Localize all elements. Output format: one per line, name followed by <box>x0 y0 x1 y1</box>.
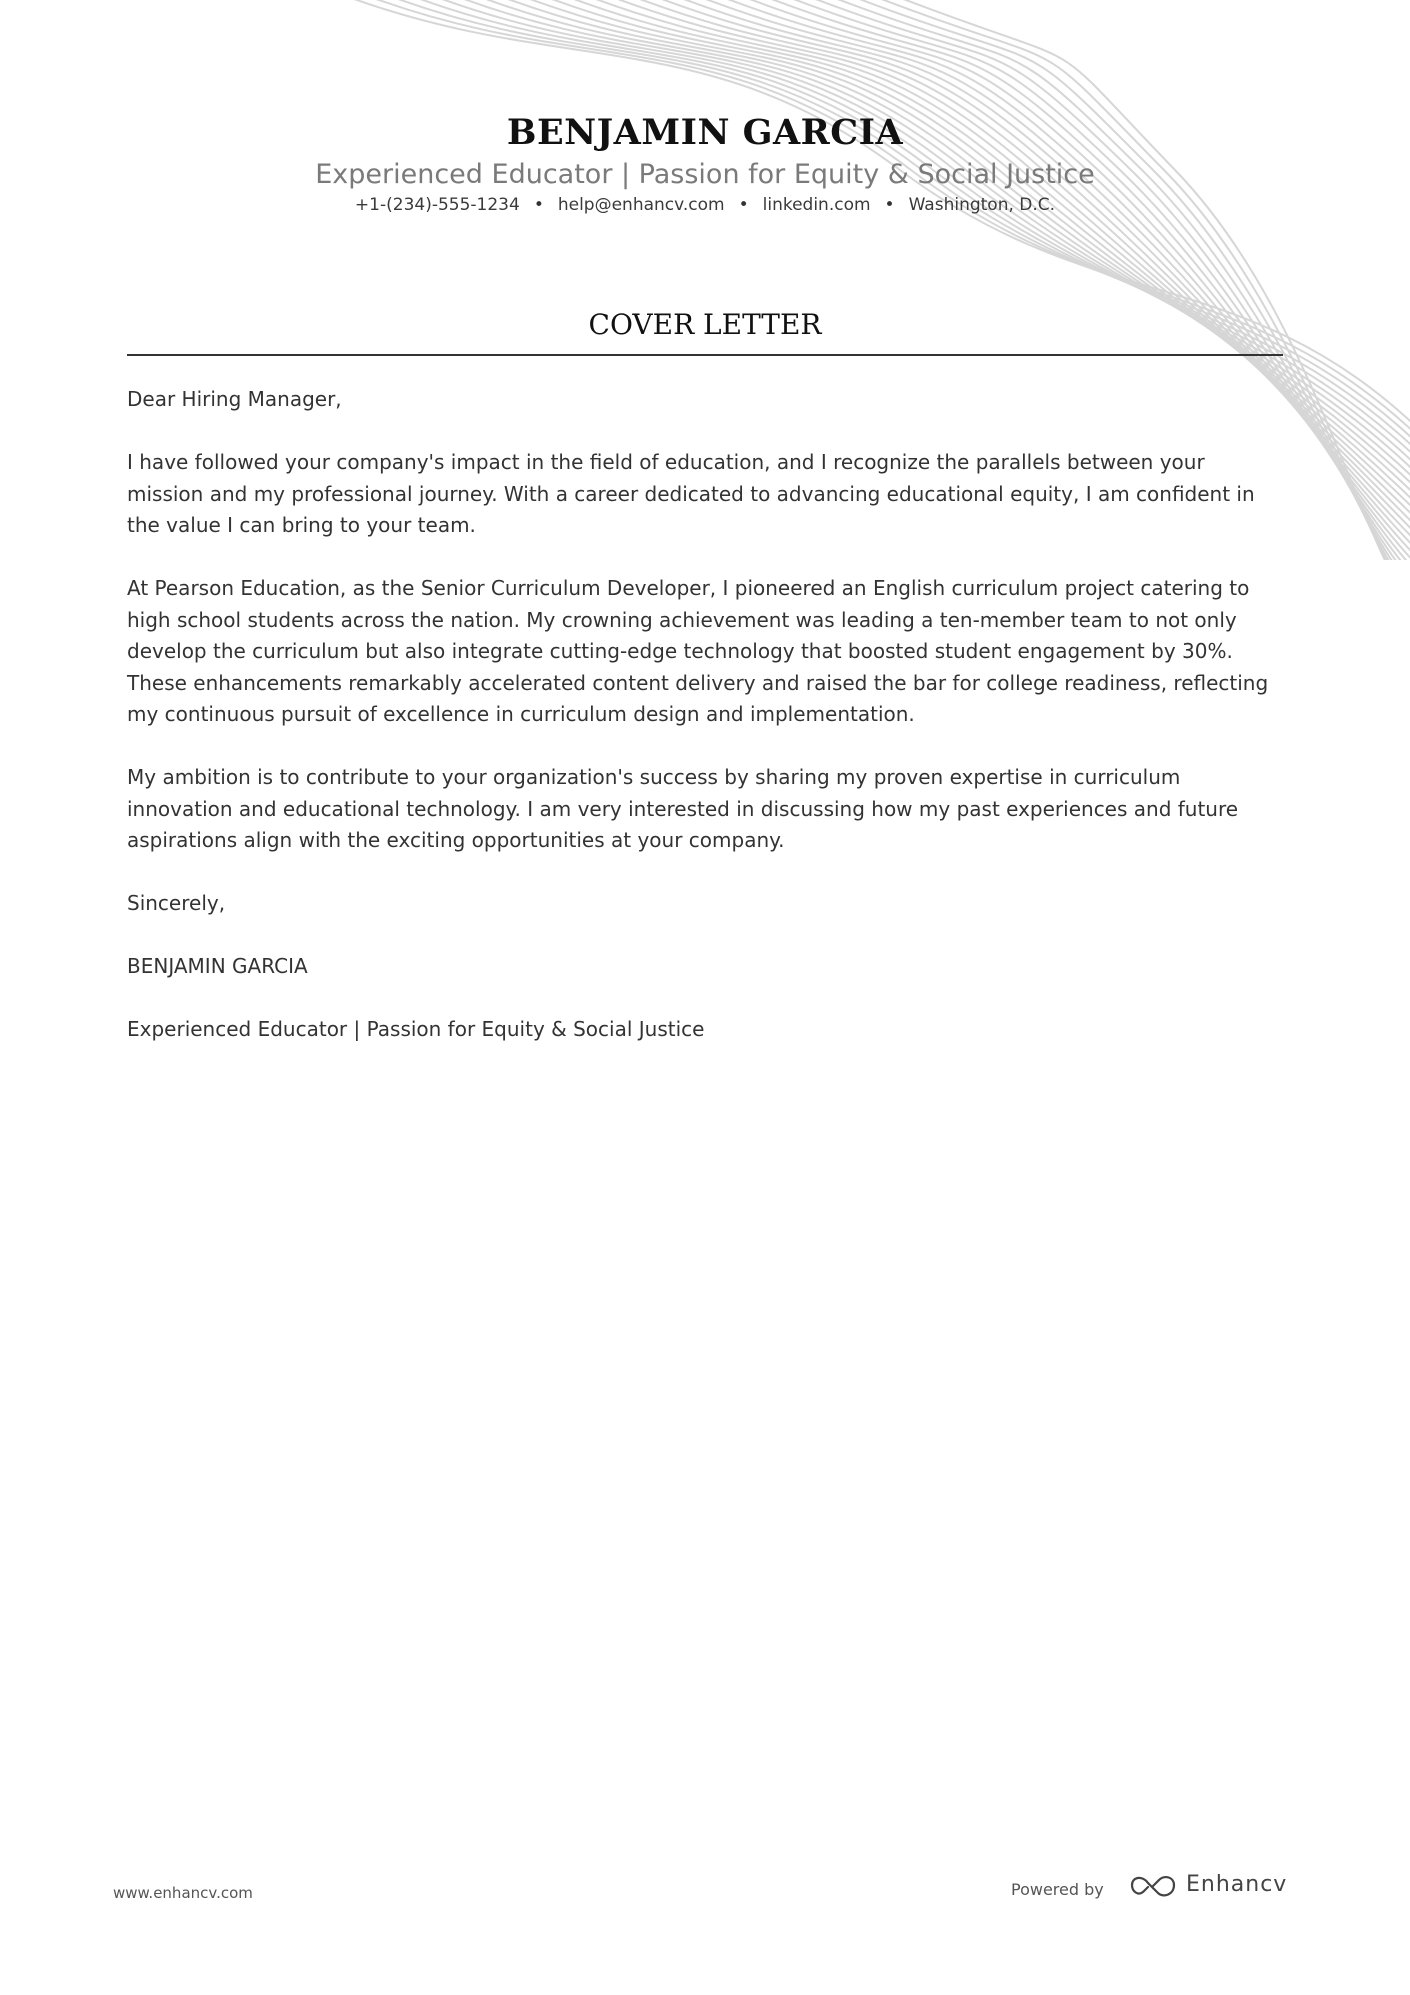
letter-paragraph: My ambition is to contribute to your organization's success by sharing my proven expertise in curriculum innovation and educational technology. I am very interested in discussing how my past experiences and future aspirations align with the exciting opportunities at your company. <box>127 765 1239 852</box>
linkedin-link: linkedin.com <box>762 195 871 215</box>
wave-line <box>330 0 1410 440</box>
bullet-separator: • <box>884 195 895 215</box>
candidate-headline: Experienced Educator | Passion for Equity & Social Justice <box>315 159 1095 190</box>
enhancv-logo-icon <box>1130 1873 1176 1897</box>
resume-header <box>0 112 1410 216</box>
signature-name: BENJAMIN GARCIA <box>127 954 308 978</box>
enhancv-brand <box>1130 1872 1287 1897</box>
section-title: COVER LETTER <box>588 308 822 341</box>
powered-by-label: Powered by <box>1011 1880 1104 1899</box>
salutation: Dear Hiring Manager, <box>127 387 342 411</box>
email-address: help@enhancv.com <box>557 195 725 215</box>
bullet-separator: • <box>738 195 749 215</box>
contact-info <box>0 194 1410 216</box>
wave-line <box>352 0 1410 448</box>
letter-body <box>127 384 1287 1077</box>
footer-url: www.enhancv.com <box>113 1884 253 1902</box>
letter-paragraph: At Pearson Education, as the Senior Curriculum Developer, I pioneered an English curriculum project catering to high school students across the nation. My crowning achievement was leading a ten-member team to not only develop the curriculum but also integrate cutting-edge technology that boosted student engagement by 30%. These enhancements remarkably accelerated content delivery and raised the bar for college readiness, reflecting my continuous pursuit of excellence in curriculum design and implementation. <box>127 576 1269 726</box>
brand-name: Enhancv <box>1186 1872 1288 1897</box>
bullet-separator: • <box>533 195 544 215</box>
closing: Sincerely, <box>127 891 226 915</box>
phone-number: +1-(234)-555-1234 <box>354 195 520 215</box>
letter-paragraph: I have followed your company's impact in the field of education, and I recognize the parallels between your mission and my professional journey. With a career dedicated to advancing educational equity, I am confident in the value I can bring to your team. <box>127 450 1255 537</box>
candidate-name: BENJAMIN GARCIA <box>506 112 904 153</box>
signature-title: Experienced Educator | Passion for Equity & Social Justice <box>127 1017 705 1041</box>
section-divider <box>127 354 1283 356</box>
location: Washington, D.C. <box>908 195 1056 215</box>
